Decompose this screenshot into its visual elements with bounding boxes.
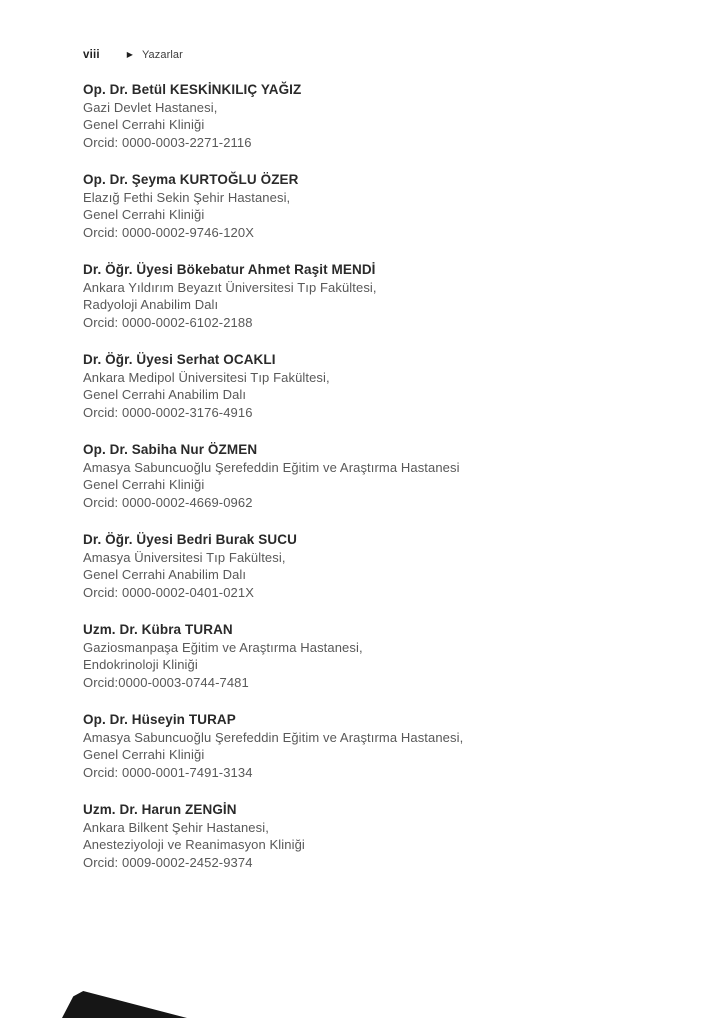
author-entry [83, 711, 643, 781]
author-entry [83, 621, 643, 691]
author-name: Dr. Öğr. Üyesi Bökebatur Ahmet Raşit MENDİ [83, 262, 376, 277]
author-name: Op. Dr. Şeyma KURTOĞLU ÖZER [83, 172, 299, 187]
author-orcid: Orcid:0000-0003-0744-7481 [83, 674, 249, 690]
author-entry [83, 351, 643, 421]
page-header [83, 49, 183, 61]
author-orcid: Orcid: 0000-0002-4669-0962 [83, 494, 253, 510]
author-department: Genel Cerrahi Kliniği [83, 117, 205, 132]
author-department: Genel Cerrahi Kliniği [83, 207, 205, 222]
author-department: Radyoloji Anabilim Dalı [83, 297, 219, 312]
author-entry [83, 261, 643, 331]
page-corner-scan-artifact [62, 991, 187, 1018]
author-institution: Ankara Yıldırım Beyazıt Üniversitesi Tıp Fakültesi, [83, 279, 377, 295]
author-name: Op. Dr. Hüseyin TURAP [83, 712, 236, 727]
author-department: Genel Cerrahi Kliniği [83, 747, 205, 762]
author-department: Anesteziyoloji ve Reanimasyon Kliniği [83, 837, 305, 852]
section-title: Yazarlar [141, 49, 183, 61]
author-entry [83, 81, 643, 151]
author-department: Genel Cerrahi Anabilim Dalı [83, 387, 247, 402]
authors-list [83, 81, 643, 891]
author-name: Dr. Öğr. Üyesi Bedri Burak SUCU [83, 532, 297, 547]
author-entry [83, 441, 643, 511]
author-entry [83, 531, 643, 601]
author-orcid: Orcid: 0000-0002-0401-021X [83, 584, 254, 600]
author-name: Op. Dr. Betül KESKİNKILIÇ YAĞIZ [83, 82, 302, 97]
author-orcid: Orcid: 0000-0002-9746-120X [83, 224, 254, 240]
author-institution: Elazığ Fethi Sekin Şehir Hastanesi, [83, 189, 291, 205]
author-institution: Gazi Devlet Hastanesi, [83, 99, 218, 115]
author-institution: Ankara Bilkent Şehir Hastanesi, [83, 819, 269, 835]
author-department: Endokrinoloji Kliniği [83, 657, 198, 672]
author-institution: Amasya Üniversitesi Tıp Fakültesi, [83, 549, 286, 565]
author-name: Op. Dr. Sabiha Nur ÖZMEN [83, 442, 258, 457]
author-institution: Ankara Medipol Üniversitesi Tıp Fakültesi, [83, 369, 330, 385]
right-triangle-icon: ▶ [126, 50, 133, 59]
author-institution: Amasya Sabuncuoğlu Şerefeddin Eğitim ve Araştırma Hastanesi [83, 459, 460, 475]
author-name: Uzm. Dr. Kübra TURAN [83, 622, 233, 637]
author-orcid: Orcid: 0000-0002-6102-2188 [83, 314, 253, 330]
author-orcid: Orcid: 0009-0002-2452-9374 [83, 854, 253, 870]
author-orcid: Orcid: 0000-0001-7491-3134 [83, 764, 253, 780]
author-entry [83, 801, 643, 871]
author-entry [83, 171, 643, 241]
page-number: viii [83, 49, 100, 61]
author-orcid: Orcid: 0000-0003-2271-2116 [83, 134, 252, 150]
author-department: Genel Cerrahi Anabilim Dalı [83, 567, 247, 582]
author-institution: Gaziosmanpaşa Eğitim ve Araştırma Hastanesi, [83, 639, 363, 655]
author-name: Uzm. Dr. Harun ZENGİN [83, 802, 237, 817]
author-orcid: Orcid: 0000-0002-3176-4916 [83, 404, 253, 420]
author-department: Genel Cerrahi Kliniği [83, 477, 205, 492]
author-name: Dr. Öğr. Üyesi Serhat OCAKLI [83, 352, 276, 367]
author-institution: Amasya Sabuncuoğlu Şerefeddin Eğitim ve Araştırma Hastanesi, [83, 729, 464, 745]
